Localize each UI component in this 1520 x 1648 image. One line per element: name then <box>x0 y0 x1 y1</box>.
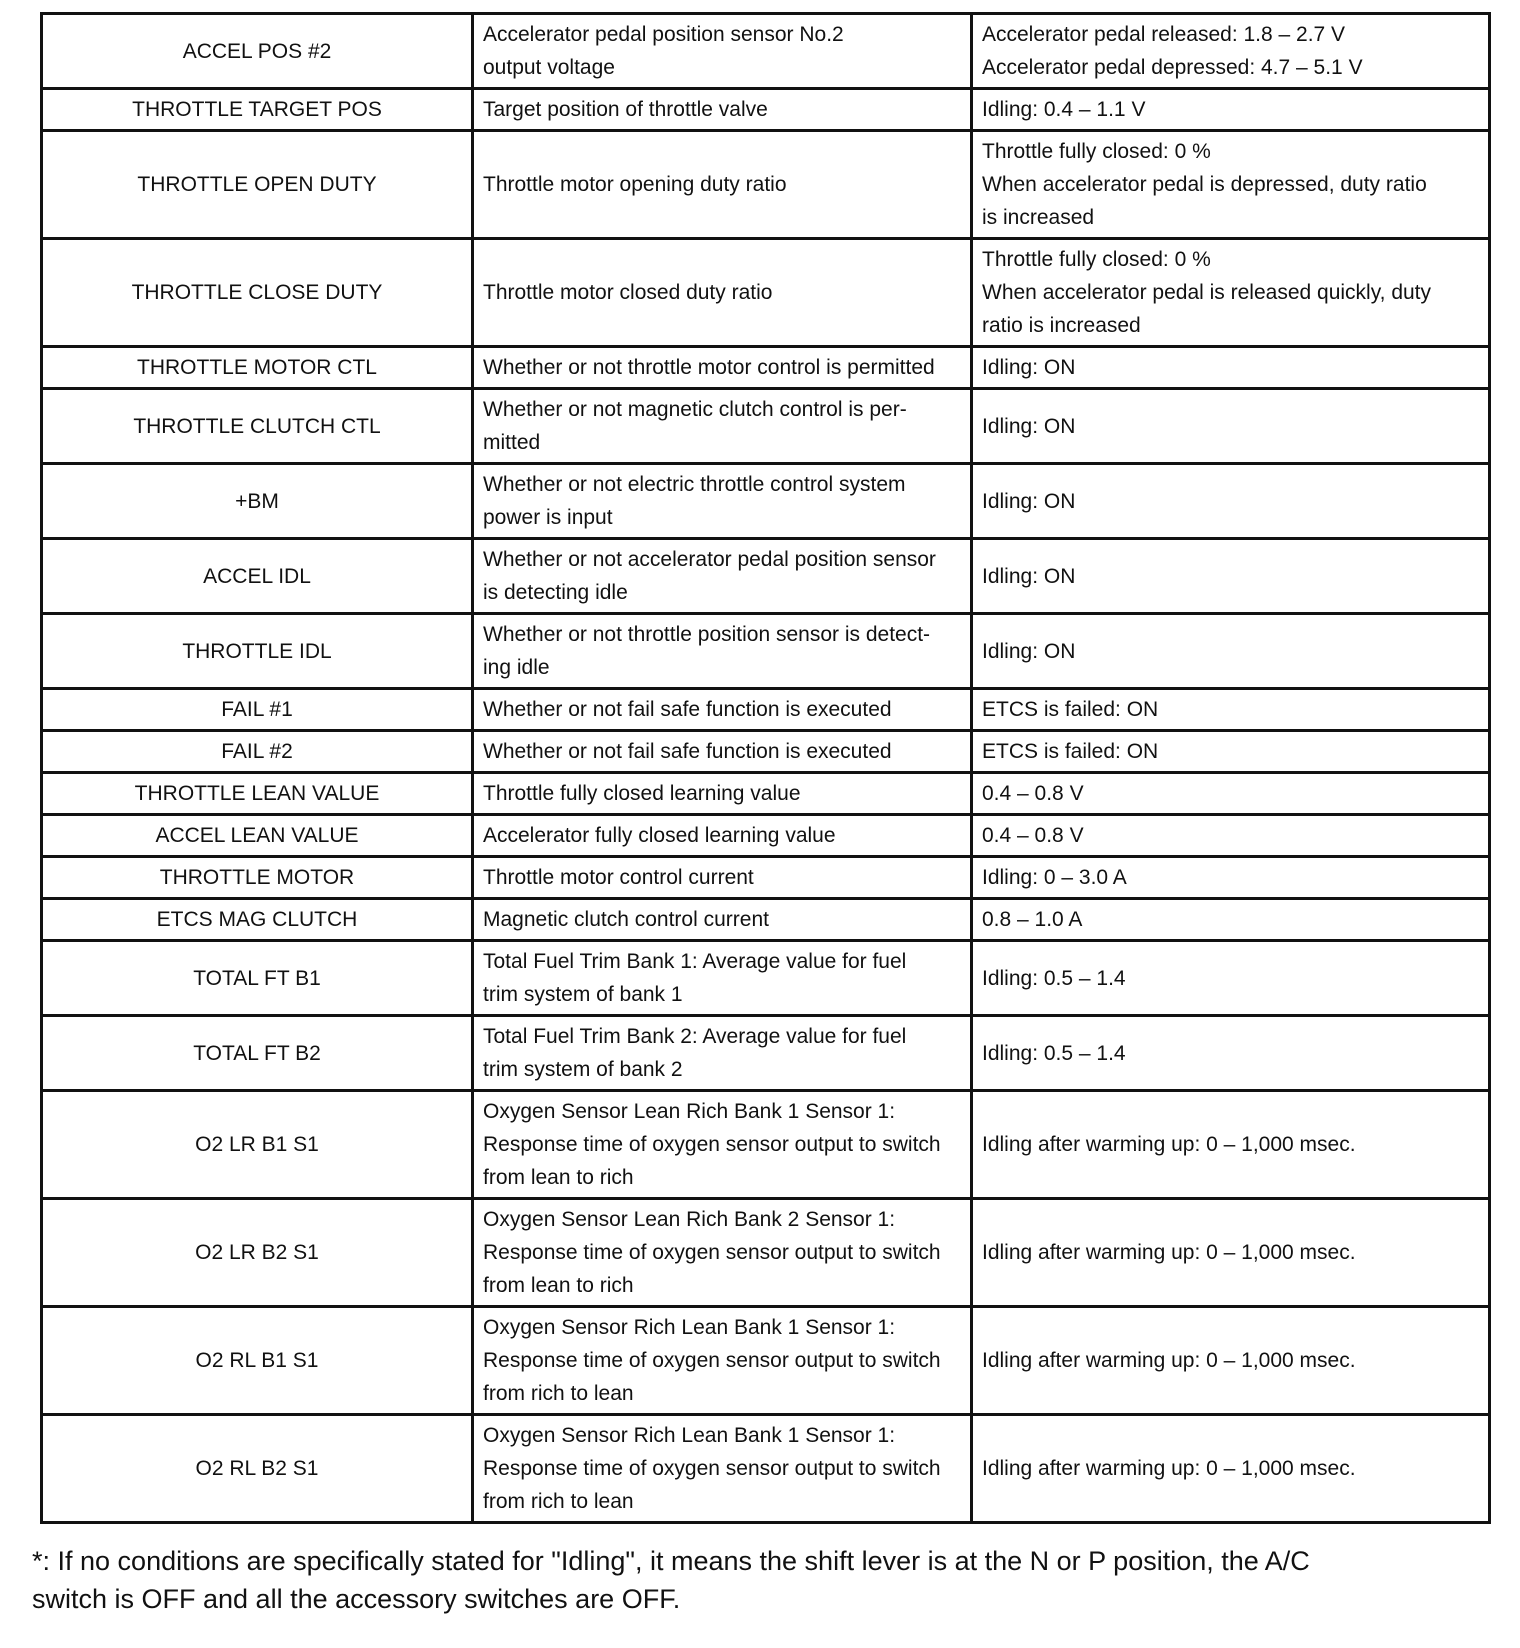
description-cell <box>473 464 972 539</box>
condition-line: ETCS is failed: ON <box>982 698 1159 721</box>
description-cell <box>473 773 972 815</box>
description-line: from rich to lean <box>483 1490 634 1513</box>
condition-line: Accelerator pedal depressed: 4.7 – 5.1 V <box>982 56 1363 79</box>
description-line: trim system of bank 1 <box>483 983 683 1006</box>
condition-cell <box>972 899 1490 941</box>
condition-line: Idling: ON <box>982 489 1076 513</box>
table-row <box>42 539 1490 614</box>
item-cell: O2 LR B1 S1 <box>42 1091 473 1199</box>
condition-line: 0.8 – 1.0 A <box>982 908 1083 931</box>
item-cell: THROTTLE CLOSE DUTY <box>42 239 473 347</box>
description-line: Oxygen Sensor Lean Rich Bank 2 Sensor 1: <box>483 1208 896 1231</box>
description-line: is detecting idle <box>483 581 628 604</box>
condition-cell <box>972 1415 1490 1523</box>
description-line: Throttle motor control current <box>483 866 754 889</box>
condition-cell <box>972 14 1490 89</box>
condition-line: Idling: 0.5 – 1.4 <box>982 1041 1126 1065</box>
description-line: Accelerator pedal position sensor No.2 <box>483 23 844 46</box>
condition-line: is increased <box>982 206 1095 229</box>
description-cell <box>473 14 972 89</box>
table-row <box>42 815 1490 857</box>
item-cell: ACCEL LEAN VALUE <box>42 815 473 857</box>
condition-cell <box>972 1091 1490 1199</box>
condition-line: ratio is increased <box>982 314 1141 337</box>
table-row <box>42 941 1490 1016</box>
item-cell: ETCS MAG CLUTCH <box>42 899 473 941</box>
condition-cell <box>972 1199 1490 1307</box>
condition-line: Idling: 0.5 – 1.4 <box>982 966 1126 990</box>
description-cell <box>473 347 972 389</box>
condition-cell <box>972 464 1490 539</box>
description-line: Oxygen Sensor Rich Lean Bank 1 Sensor 1: <box>483 1316 896 1339</box>
description-line: Whether or not accelerator pedal position sensor <box>483 548 936 571</box>
condition-cell <box>972 539 1490 614</box>
description-line: Throttle motor opening duty ratio <box>483 173 787 196</box>
condition-line: Idling after warming up: 0 – 1,000 msec. <box>982 1133 1356 1156</box>
table-body <box>42 14 1490 1523</box>
condition-line: ETCS is failed: ON <box>982 740 1159 763</box>
description-cell <box>473 731 972 773</box>
table-row <box>42 464 1490 539</box>
table-row <box>42 773 1490 815</box>
item-cell: O2 RL B1 S1 <box>42 1307 473 1415</box>
condition-line: Throttle fully closed: 0 % <box>982 248 1211 271</box>
description-line: Accelerator fully closed learning value <box>483 824 836 847</box>
table-row <box>42 857 1490 899</box>
condition-line: Throttle fully closed: 0 % <box>982 140 1211 163</box>
condition-cell <box>972 815 1490 857</box>
condition-line: When accelerator pedal is released quickly, duty <box>982 281 1432 304</box>
description-line: Total Fuel Trim Bank 2: Average value for fuel <box>483 1025 907 1048</box>
description-line: Throttle fully closed learning value <box>483 782 801 805</box>
item-cell: THROTTLE CLUTCH CTL <box>42 389 473 464</box>
condition-cell <box>972 347 1490 389</box>
condition-cell <box>972 773 1490 815</box>
item-cell: THROTTLE LEAN VALUE <box>42 773 473 815</box>
condition-cell <box>972 89 1490 131</box>
description-line: Whether or not magnetic clutch control is per- <box>483 398 907 421</box>
condition-line: Idling after warming up: 0 – 1,000 msec. <box>982 1241 1356 1264</box>
table-row <box>42 731 1490 773</box>
description-line: Magnetic clutch control current <box>483 908 769 931</box>
condition-cell <box>972 131 1490 239</box>
item-cell: THROTTLE MOTOR <box>42 857 473 899</box>
condition-line: Idling after warming up: 0 – 1,000 msec. <box>982 1349 1356 1372</box>
condition-line: Idling: ON <box>982 639 1076 663</box>
description-line: Response time of oxygen sensor output to switch <box>483 1133 941 1156</box>
item-cell: FAIL #1 <box>42 689 473 731</box>
description-line: Whether or not fail safe function is executed <box>483 698 892 721</box>
description-cell <box>473 389 972 464</box>
description-cell <box>473 89 972 131</box>
condition-cell <box>972 689 1490 731</box>
footnote-line: *: If no conditions are specifically stated for "Idling", it means the shift lever is at the N or P position, the A/C <box>32 1546 1310 1576</box>
table-row <box>42 239 1490 347</box>
condition-line: 0.4 – 0.8 V <box>982 782 1084 805</box>
item-cell: THROTTLE MOTOR CTL <box>42 347 473 389</box>
description-line: from rich to lean <box>483 1382 634 1405</box>
table-row <box>42 347 1490 389</box>
description-cell <box>473 539 972 614</box>
table-row <box>42 389 1490 464</box>
description-line: Throttle motor closed duty ratio <box>483 281 773 304</box>
description-line: Whether or not throttle motor control is permitted <box>483 356 935 379</box>
condition-cell <box>972 239 1490 347</box>
table-row <box>42 1199 1490 1307</box>
table-row <box>42 14 1490 89</box>
table-row <box>42 1415 1490 1523</box>
condition-line: 0.4 – 0.8 V <box>982 824 1084 847</box>
description-line: Whether or not fail safe function is executed <box>483 740 892 763</box>
description-line: ing idle <box>483 656 550 679</box>
condition-line: Idling: ON <box>982 414 1076 438</box>
condition-line: Idling: 0 – 3.0 A <box>982 866 1127 889</box>
condition-line: Accelerator pedal released: 1.8 – 2.7 V <box>982 23 1346 46</box>
condition-line: Idling after warming up: 0 – 1,000 msec. <box>982 1457 1356 1480</box>
description-cell <box>473 1199 972 1307</box>
table-row <box>42 614 1490 689</box>
table-row <box>42 1016 1490 1091</box>
table-row <box>42 131 1490 239</box>
description-line: Oxygen Sensor Rich Lean Bank 1 Sensor 1: <box>483 1424 896 1447</box>
description-line: Whether or not electric throttle control system <box>483 473 906 496</box>
description-line: output voltage <box>483 56 615 79</box>
description-line: mitted <box>483 431 541 454</box>
description-line: trim system of bank 2 <box>483 1058 683 1081</box>
item-cell: O2 LR B2 S1 <box>42 1199 473 1307</box>
item-cell: ACCEL IDL <box>42 539 473 614</box>
description-cell <box>473 899 972 941</box>
description-line: Response time of oxygen sensor output to switch <box>483 1457 941 1480</box>
table-row <box>42 1307 1490 1415</box>
condition-cell <box>972 731 1490 773</box>
item-cell: +BM <box>42 464 473 539</box>
footnote-line: switch is OFF and all the accessory switches are OFF. <box>32 1584 681 1614</box>
condition-cell <box>972 389 1490 464</box>
description-cell <box>473 131 972 239</box>
table-row <box>42 899 1490 941</box>
condition-line: Idling: ON <box>982 356 1076 379</box>
condition-cell <box>972 941 1490 1016</box>
description-line: Whether or not throttle position sensor is detect- <box>483 623 931 646</box>
description-cell <box>473 815 972 857</box>
footnote <box>32 1542 1482 1618</box>
description-line: from lean to rich <box>483 1274 634 1297</box>
condition-line: Idling: ON <box>982 564 1076 588</box>
condition-cell <box>972 614 1490 689</box>
description-line: Target position of throttle valve <box>483 98 768 121</box>
condition-line: Idling: 0.4 – 1.1 V <box>982 98 1146 121</box>
description-cell <box>473 614 972 689</box>
description-line: from lean to rich <box>483 1166 634 1189</box>
description-cell <box>473 1016 972 1091</box>
description-cell <box>473 239 972 347</box>
data-list-table <box>40 12 1491 1524</box>
condition-cell <box>972 857 1490 899</box>
description-cell <box>473 1091 972 1199</box>
table-row <box>42 689 1490 731</box>
condition-cell <box>972 1307 1490 1415</box>
item-cell: TOTAL FT B2 <box>42 1016 473 1091</box>
item-cell: THROTTLE TARGET POS <box>42 89 473 131</box>
description-cell <box>473 857 972 899</box>
item-cell: O2 RL B2 S1 <box>42 1415 473 1523</box>
item-cell: ACCEL POS #2 <box>42 14 473 89</box>
table-row <box>42 89 1490 131</box>
description-line: Response time of oxygen sensor output to switch <box>483 1349 941 1372</box>
description-cell <box>473 689 972 731</box>
item-cell: THROTTLE OPEN DUTY <box>42 131 473 239</box>
description-cell <box>473 941 972 1016</box>
description-line: Oxygen Sensor Lean Rich Bank 1 Sensor 1: <box>483 1100 896 1123</box>
description-line: Total Fuel Trim Bank 1: Average value for fuel <box>483 950 907 973</box>
item-cell: TOTAL FT B1 <box>42 941 473 1016</box>
description-cell <box>473 1415 972 1523</box>
item-cell: THROTTLE IDL <box>42 614 473 689</box>
description-line: Response time of oxygen sensor output to switch <box>483 1241 941 1264</box>
item-cell: FAIL #2 <box>42 731 473 773</box>
description-line: power is input <box>483 506 613 529</box>
condition-line: When accelerator pedal is depressed, duty ratio <box>982 173 1427 196</box>
condition-cell <box>972 1016 1490 1091</box>
table-row <box>42 1091 1490 1199</box>
description-cell <box>473 1307 972 1415</box>
